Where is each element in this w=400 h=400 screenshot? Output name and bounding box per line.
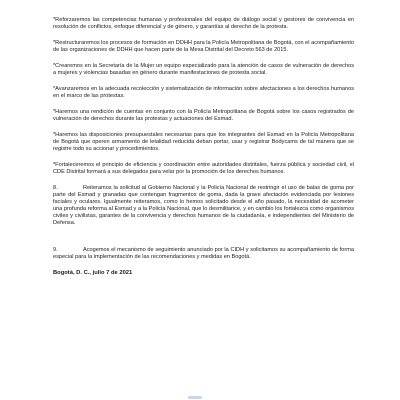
paragraph-item-8: [53, 185, 354, 227]
paragraph-number: 9.: [53, 247, 58, 253]
paragraph-text: *Reforzaremos las competencias humanas y profesionales del equipo de diálogo social y gestores de convivencia en resolución de conflictos, enfoque diferencial y de género, y garantías al derecho de la protesta.: [53, 17, 354, 30]
paragraph-text: *Fortaleceremos el principio de eficiencia y coordinación entre autoridades distritales, fuerza pública y sociedad civil, el CDE Distrital formará a sus delegados para velar por la promoción de los derechos humanos.: [53, 162, 354, 175]
paragraph-item-9: [53, 247, 354, 261]
paragraph-rendicion-cuentas: [53, 109, 354, 123]
paragraph-text: *Restructuraremos los procesos de formación en DDHH para la Policía Metropolitana de Bogotá, con el acompañamiento de las organizaciones de DDHH que hacen parte de la Mesa Distrital del Decreto 563 de 2015.: [53, 40, 354, 53]
paragraph-secretaria-mujer: [53, 63, 354, 77]
paragraph-text: *Avanzaremos en la adecuada recolección y sistematización de información sobre afectaciones a los derechos humanos en el marco de las protestas.: [53, 86, 354, 99]
paragraph-text: *Haremos las disposiciones presupuestales necesarias para que los integrantes del Esmad en la Policía Metropolitana de Bogotá que operen armamento de letalidad reducida deban portar, usar y registrar Bodycams de tal manera que se registre todo su accionar y procedimientos.: [53, 132, 354, 152]
paragraph-text: Reiteramos la solicitud al Gobierno Nacional y la Policía Nacional de restringir el uso de balas de goma por parte del Esmad y granadas que contengan fragmentos de goma, dada la grave afectación evidenciada por lesiones faciales y oculares. Igualmente reiteramos, como lo hemos solicitado desde el año pasado, la necesidad de acometer una profunda reforma al Esmad y a la Policía Nacional, que lo desmilitarice, y en cambio los fortalezca como organismos civiles y civilistas, garantes de la convivencia y derechos humanos de la ciudadanía, e independientes del Ministerio de Defensa.: [53, 185, 354, 226]
paragraph-text: Acogemos el mecanismo de seguimiento anunciado por la CIDH y solicitamos su acompañamiento de forma especial para la implementación de las recomendaciones y medidas en Bogotá.: [53, 247, 354, 260]
paragraph-formacion-ddhh: [53, 40, 354, 54]
paragraph-sistematizacion: [53, 86, 354, 100]
signature-date: Bogotá, D. C., julio 7 de 2021: [53, 270, 133, 276]
paragraph-text: *Crearemos en la Secretaría de la Mujer un equipo especializado para la atención de casos de vulneración de derechos a mujeres y violencias basadas en género durante manifestaciones de protesta social.: [53, 63, 354, 76]
paragraph-number: 8.: [53, 185, 58, 191]
paragraph-formacion-dialogo: [53, 17, 354, 31]
paragraph-bodycams: [53, 132, 354, 153]
paragraph-coordinacion: [53, 162, 354, 176]
footer-decoration: [188, 396, 202, 399]
paragraph-text: *Haremos una rendición de cuentas en conjunto con la Policía Metropolitana de Bogotá sobre los casos registrados de vulneración de derechos durante las protestas y actuaciones del Esmad.: [53, 109, 354, 122]
